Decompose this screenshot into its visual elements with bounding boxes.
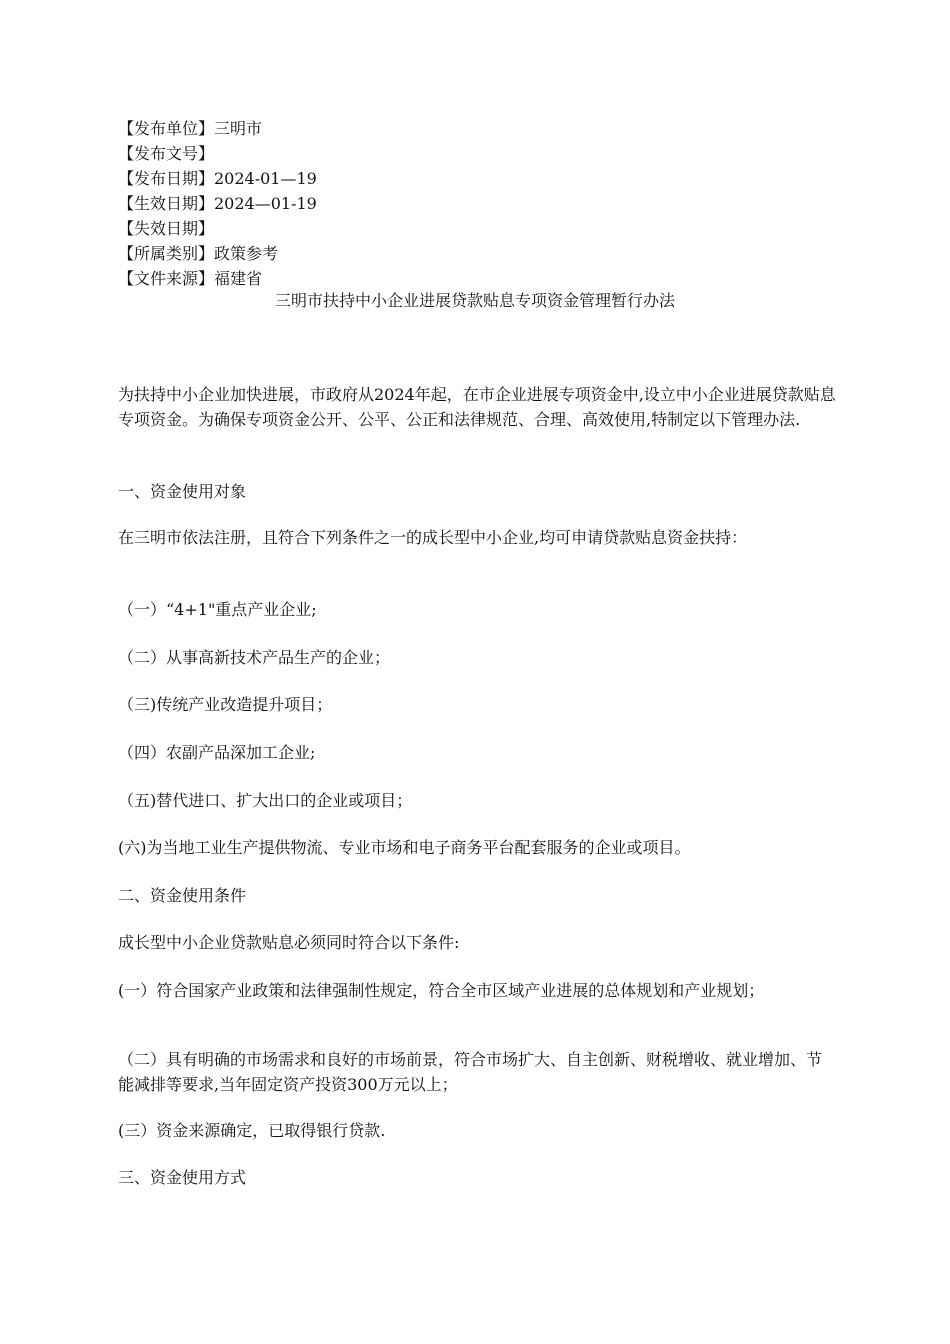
document-metadata xyxy=(118,116,818,291)
list-item: （五)替代进口、扩大出口的企业或项目； xyxy=(118,791,413,810)
meta-expiry-date: 【失效日期】 xyxy=(118,219,215,238)
section-heading: 一、资金使用对象 xyxy=(118,482,247,501)
meta-effective-date: 【生效日期】2024—01-19 xyxy=(118,194,317,213)
meta-category: 【所属类别】政策参考 xyxy=(118,244,279,263)
list-item: （四）农副产品深加工企业; xyxy=(118,743,316,762)
list-item: (一）符合国家产业政策和法律强制性规定，符合全市区域产业进展的总体规划和产业规划； xyxy=(118,981,765,1000)
document-title: 三明市扶持中小企业进展贷款贴息专项资金管理暂行办法 xyxy=(274,291,675,310)
meta-issuer: 【发布单位】三明市 xyxy=(118,119,263,138)
section-heading: 三、资金使用方式 xyxy=(118,1168,247,1187)
meta-doc-number: 【发布文号】 xyxy=(118,144,215,163)
list-item: （三)传统产业改造提升项目； xyxy=(118,695,333,714)
list-item: (三）资金来源确定，已取得银行贷款. xyxy=(118,1121,386,1140)
list-item: （一）“4+1"重点产业企业; xyxy=(118,600,317,619)
list-item: （二）从事高新技术产品生产的企业； xyxy=(118,648,391,667)
section-statement: 在三明市依法注册，且符合下列条件之一的成长型中小企业,均可申请贷款贴息资金扶持： xyxy=(118,528,748,547)
meta-source: 【文件来源】福建省 xyxy=(118,269,263,288)
meta-issue-date: 【发布日期】2024-01—19 xyxy=(118,169,317,188)
section-statement: 成长型中小企业贷款贴息必须同时符合以下条件: xyxy=(118,933,460,952)
list-item: (六)为当地工业生产提供物流、专业市场和电子商务平台配套服务的企业或项目。 xyxy=(118,838,691,857)
intro-paragraph: 为扶持中小企业加快进展，市政府从2024年起，在市企业进展专项资金中,设立中小企业进展贷款贴息专项资金。为确保专项资金公开、公平、公正和法律规范、合理、高效使用,特制定以下管理办法. xyxy=(118,385,836,429)
list-item: （二）具有明确的市场需求和良好的市场前景，符合市场扩大、自主创新、财税增收、就业增加、节能减排等要求,当年固定资产投资300万元以上； xyxy=(118,1050,823,1094)
section-heading: 二、资金使用条件 xyxy=(118,886,247,905)
